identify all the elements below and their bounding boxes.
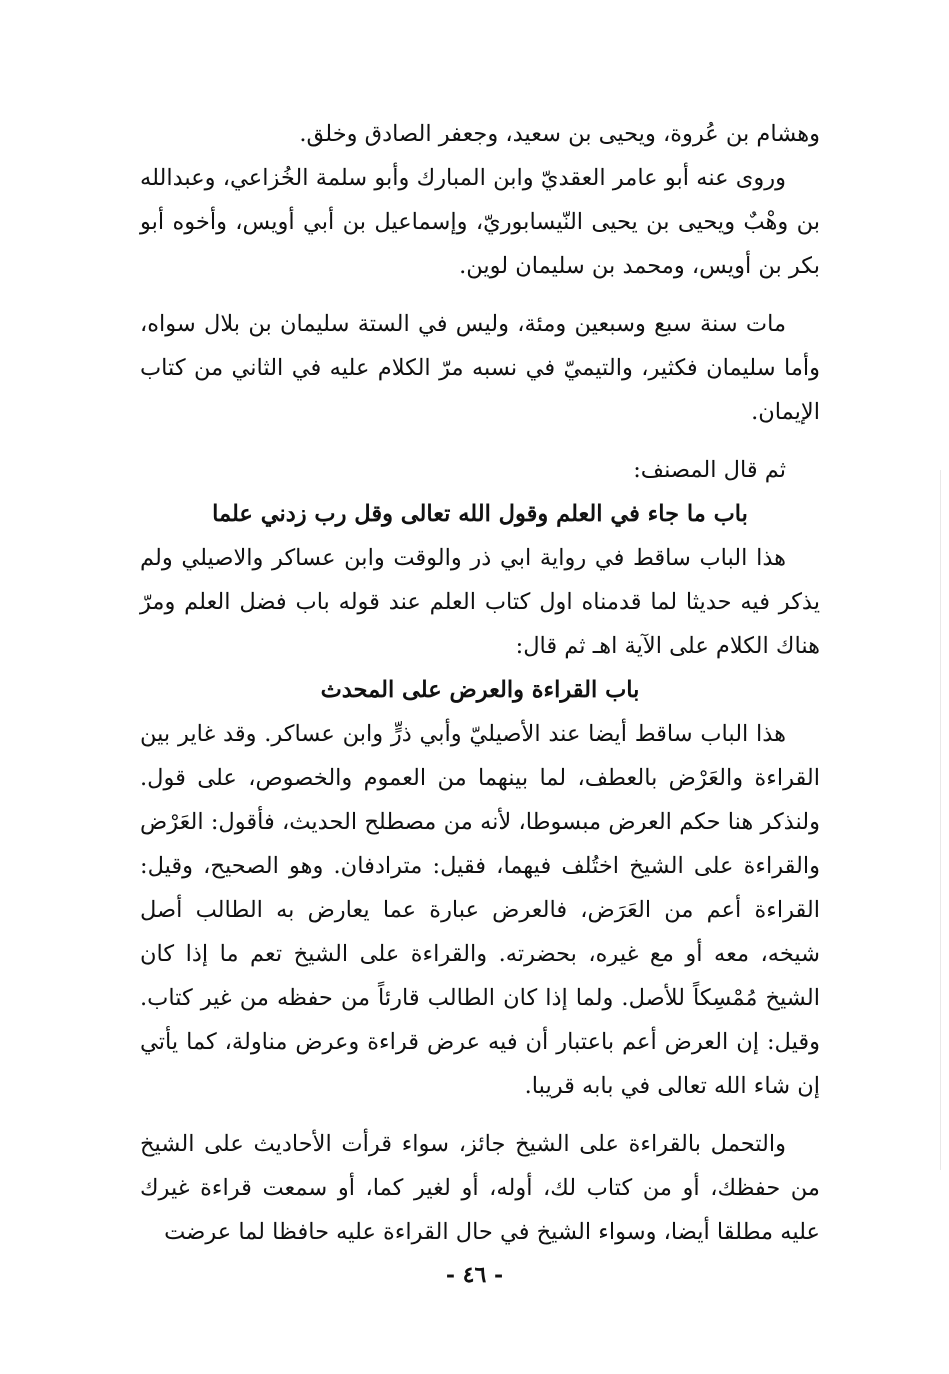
page-edge-line <box>940 470 941 1170</box>
paragraph-transmission: والتحمل بالقراءة على الشيخ جائز، سواء قرأت الأحاديث على الشيخ من حفظك، أو من كتاب لك، أوله، أو لغير كما، أو سمعت قراءة غيرك عليه مطلقا أيضا، وسواء الشيخ في حال القراءة عليه حافظا لما عرضت <box>140 1131 820 1245</box>
chapter-heading-reading: باب القراءة والعرض على المحدث <box>320 677 640 703</box>
paragraph-narrators-students: وروى عنه أبو عامر العقديّ وابن المبارك وأبو سلمة الخُزاعي، وعبدالله بن وهْبٌ ويحيى بن يحيى النّيسابوريّ، وإسماعيل بن أبي أويس، وأخوه أبو بكر بن أويس، ومحمد بن سليمان لوين. <box>140 165 820 279</box>
paragraph-author-said: ثم قال المصنف: <box>633 457 786 483</box>
paragraph-narrators-teachers: وهشام بن عُروة، ويحيى بن سعيد، وجعفر الصادق وخلق. <box>299 121 820 147</box>
chapter-heading-knowledge: باب ما جاء في العلم وقول الله تعالى وقل رب زدني علما <box>212 501 748 527</box>
paragraph-chapter-missing: هذا الباب ساقط في رواية ابي ذر والوقت وابن عساكر والاصيلي ولم يذكر فيه حديثا لما قدمناه اول كتاب العلم عند قوله باب فضل العلم ومرّ هناك الكلام على الآية اهـ ثم قال: <box>140 545 820 659</box>
paragraph-death-year: مات سنة سبع وسبعين ومئة، وليس في الستة سليمان بن بلال سواه، وأما سليمان فكثير، والتيميّ في نسبه مرّ الكلام عليه في الثاني من كتاب الإيمان. <box>140 311 820 425</box>
paragraph-reading-and-presentation: هذا الباب ساقط أيضا عند الأصيليّ وأبي ذرٍّ وابن عساكر. وقد غاير بين القراءة والعَرْض بالعطف، لما بينهما من العموم والخصوص، على قول. ولنذكر هنا حكم العرض مبسوطا، لأنه من مصطلح الحديث، فأقول: العَرْض والقراءة على الشيخ اختُلف فيهما، فقيل: مترادفان. وهو الصحيح، وقيل: القراءة أعم من العَرَض، فالعرض عبارة عما يعارض به الطالب أصل شيخه، معه أو مع غيره، بحضرته. والقراءة على الشيخ تعم ما إذا كان الشيخ مُمْسِكاً للأصل. ولما إذا كان الطالب قارئاً من حفظه من غير كتاب. وقيل: إن العرض أعم باعتبار أن فيه عرض قراءة وعرض مناولة، كما يأتي إن شاء الله تعالى في بابه قريبا. <box>140 721 820 1099</box>
page-text <box>140 112 820 1254</box>
page-number: - ٤٦ - <box>445 1262 504 1288</box>
